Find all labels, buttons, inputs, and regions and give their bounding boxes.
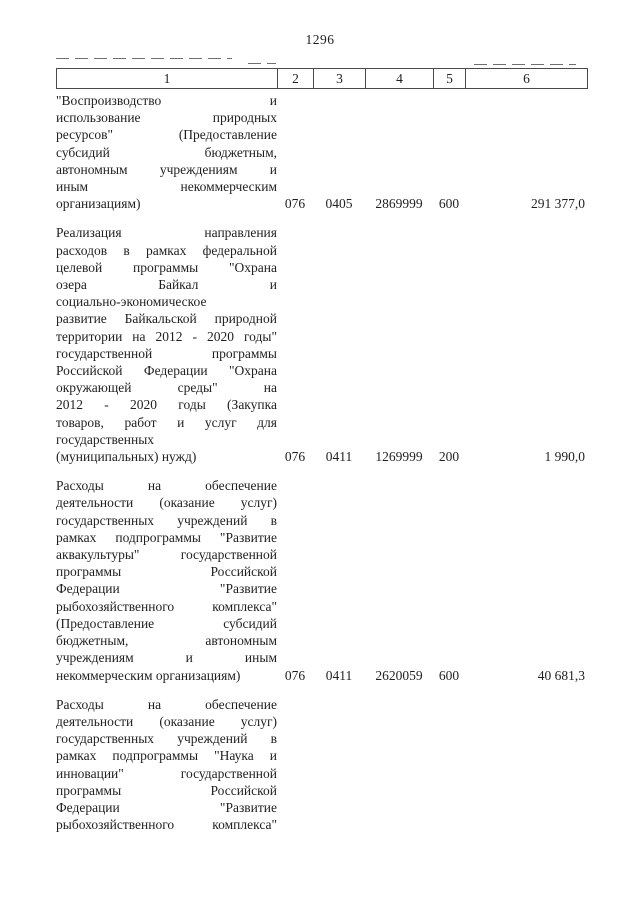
description-line: расходов в рамках федеральной xyxy=(56,242,277,258)
description-line: товаров, работ и услуг для xyxy=(56,414,277,430)
description-line: Российской Федерации "Охрана xyxy=(56,363,277,379)
code-section-cell: 0411 xyxy=(325,667,353,683)
description-line: использование природных xyxy=(56,110,277,126)
amount-cell: 40 681,3 xyxy=(537,667,585,683)
description-line: рамках подпрограммы "Развитие xyxy=(56,529,277,545)
description-line: государственных учреждений в xyxy=(56,731,277,747)
column-header-3: 3 xyxy=(314,69,366,88)
code-grbs-cell: 076 xyxy=(284,449,306,465)
description-line: 2012 - 2020 годы (Закупка xyxy=(56,397,277,413)
row-description xyxy=(56,92,277,212)
description-line: окружающей среды" на xyxy=(56,380,277,396)
code-target-item-cell: 2869999 xyxy=(375,196,423,212)
column-header-2: 2 xyxy=(278,69,314,88)
description-line: программы Российской xyxy=(56,564,277,580)
description-line: целевой программы "Охрана xyxy=(56,259,277,275)
table-row xyxy=(56,224,588,465)
description-line: учреждениям и иным xyxy=(56,650,277,666)
column-header-6: 6 xyxy=(523,71,530,86)
scan-artifact-line xyxy=(56,58,232,59)
code-grbs-cell: 076 xyxy=(284,196,306,212)
description-line: субсидий бюджетным, xyxy=(56,144,277,160)
description-line: аквакультуры" государственной xyxy=(56,547,277,563)
scan-artifact-line xyxy=(248,63,276,64)
amount-cell: 1 990,0 xyxy=(544,449,585,465)
description-line: территории на 2012 - 2020 годы" xyxy=(56,328,277,344)
description-line: Расходы на обеспечение xyxy=(56,478,277,494)
scan-artifact-line xyxy=(474,64,576,65)
description-line: государственных учреждений в xyxy=(56,512,277,528)
description-line: деятельности (оказание услуг) xyxy=(56,495,277,511)
description-line: программы Российской xyxy=(56,782,277,798)
description-line: деятельности (оказание услуг) xyxy=(56,713,277,729)
description-line: государственных xyxy=(56,431,155,447)
column-header-4: 4 xyxy=(366,69,434,88)
column-header-5: 5 xyxy=(434,69,466,88)
page-number: 1296 xyxy=(305,32,335,47)
code-target-item-cell: 2620059 xyxy=(375,667,423,683)
description-line: озера Байкал и xyxy=(56,277,277,293)
description-line: некоммерческим организациям) xyxy=(56,667,241,683)
amount-cell: 291 377,0 xyxy=(531,196,585,212)
row-description xyxy=(56,696,277,834)
description-line: рамках подпрограммы "Наука и xyxy=(56,748,277,764)
table-row xyxy=(56,92,588,212)
code-expense-type-cell: 600 xyxy=(438,667,460,683)
description-line: иным некоммерческим xyxy=(56,179,277,195)
table-row xyxy=(56,477,588,683)
description-line: развитие Байкальской природной xyxy=(56,311,277,327)
column-header-1: 1 xyxy=(57,69,278,88)
description-line: (муниципальных) нужд) xyxy=(56,449,197,465)
code-expense-type-cell: 600 xyxy=(438,196,460,212)
row-description xyxy=(56,224,277,465)
description-line: (Предоставление субсидий xyxy=(56,615,277,631)
code-expense-type-cell: 200 xyxy=(438,449,460,465)
description-line: государственной программы xyxy=(56,345,277,361)
description-line: Федерации "Развитие xyxy=(56,799,277,815)
description-line: социально-экономическое xyxy=(56,294,207,310)
description-line: рыбохозяйственного комплекса" xyxy=(56,817,277,833)
description-line: Расходы на обеспечение xyxy=(56,696,277,712)
code-grbs-cell: 076 xyxy=(284,667,306,683)
description-line: рыбохозяйственного комплекса" xyxy=(56,598,277,614)
description-line: автономным учреждениям и xyxy=(56,161,277,177)
budget-table xyxy=(56,68,588,833)
description-line: Реализация направления xyxy=(56,225,277,241)
description-line: "Воспроизводство и xyxy=(56,93,277,108)
code-target-item-cell: 1269999 xyxy=(375,449,423,465)
description-line: инновации" государственной xyxy=(56,765,277,781)
description-line: ресурсов" (Предоставление xyxy=(56,127,277,143)
table-header-row xyxy=(56,68,588,89)
code-section-cell: 0411 xyxy=(325,449,353,465)
row-description xyxy=(56,477,277,683)
description-line: Федерации "Развитие xyxy=(56,581,277,597)
code-section-cell: 0405 xyxy=(325,196,353,212)
description-line: бюджетным, автономным xyxy=(56,633,277,649)
description-line: организациям) xyxy=(56,196,141,212)
table-row xyxy=(56,696,588,834)
